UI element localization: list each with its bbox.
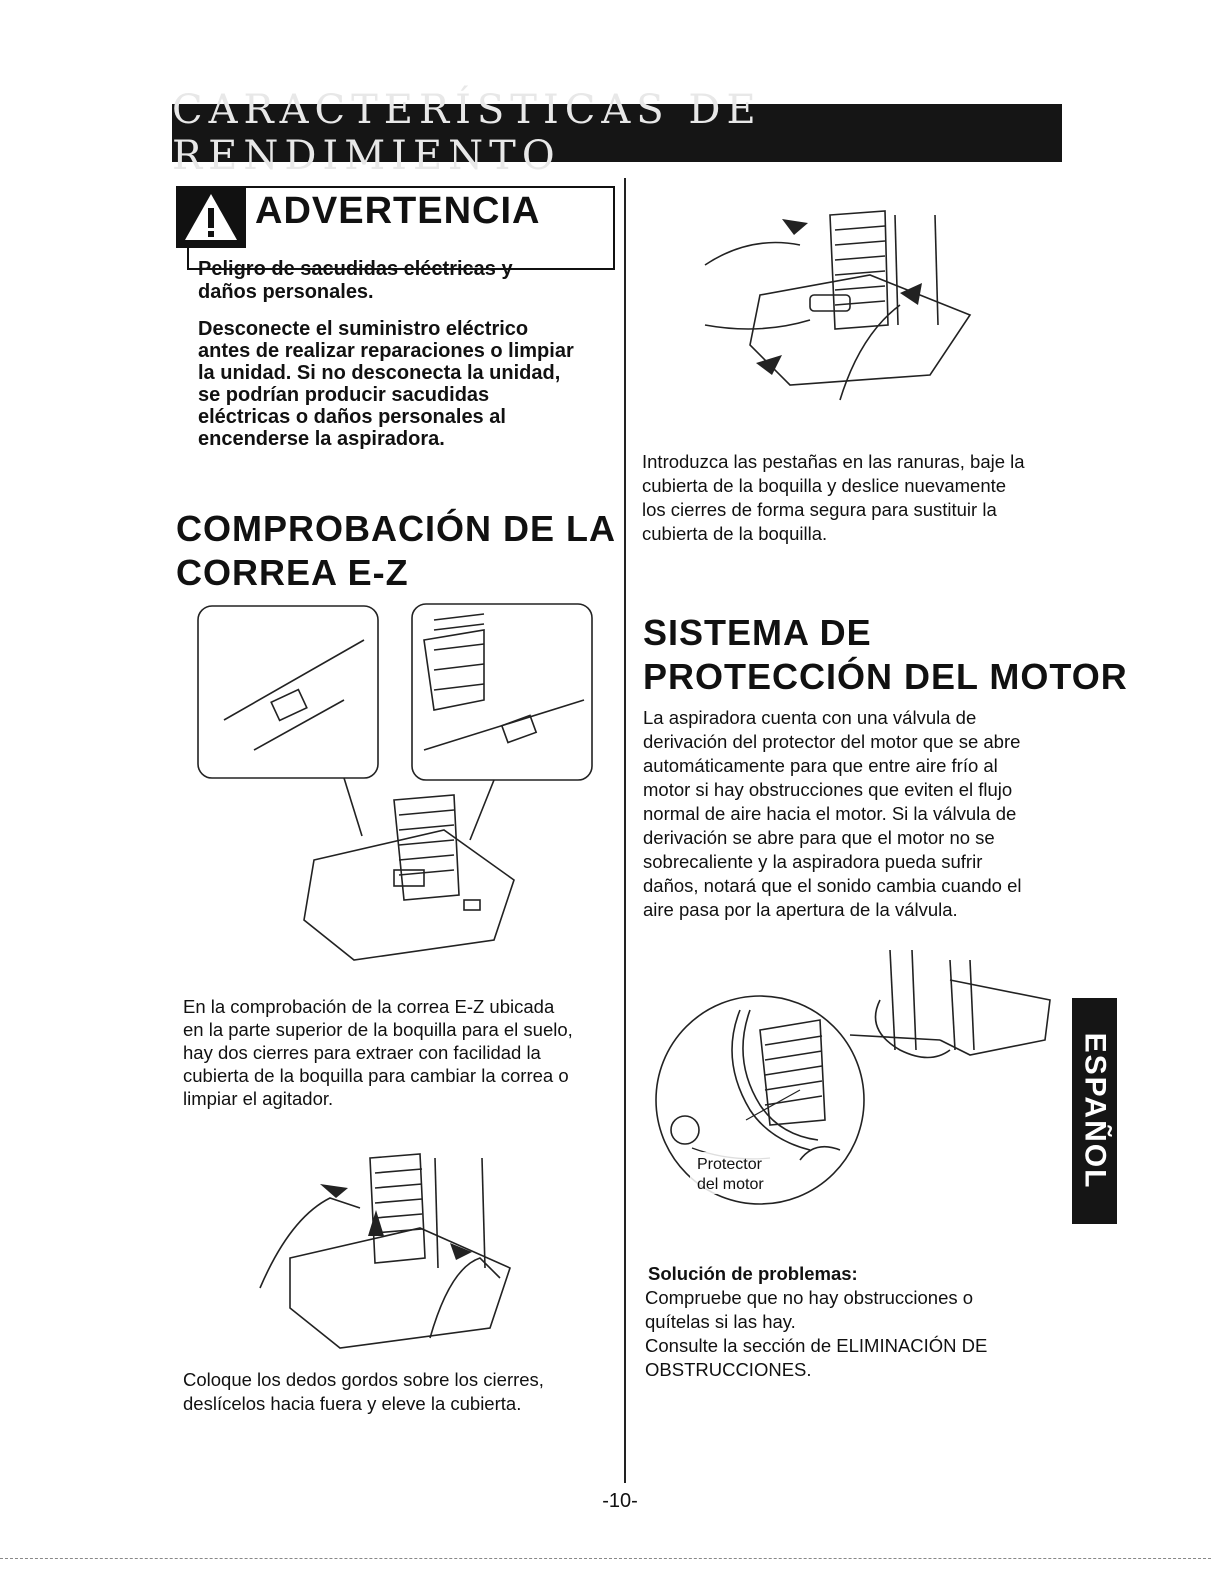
- warning-body-line: encenderse la aspiradora.: [198, 428, 445, 450]
- warning-title: ADVERTENCIA: [255, 190, 541, 232]
- language-tab: [1072, 998, 1117, 1224]
- motor-protection-paragraph-line: derivación del protector del motor que se abre: [643, 731, 1021, 752]
- motor-protection-paragraph-line: La aspiradora cuenta con una válvula de: [643, 707, 977, 728]
- troubleshoot-title: Solución de problemas:: [648, 1263, 858, 1284]
- motor-protection-paragraph-line: motor si hay obstrucciones que eviten el flujo: [643, 779, 1013, 800]
- thumbs-instruction-line: Coloque los dedos gordos sobre los cierres,: [183, 1369, 544, 1390]
- thumbs-instruction-line: deslícelos hacia fuera y eleve la cubierta.: [183, 1393, 522, 1414]
- thumbs-on-latches-illustration: [250, 1148, 530, 1358]
- belt-check-paragraph-line: hay dos cierres para extraer con facilidad la: [183, 1042, 541, 1063]
- column-divider: [624, 178, 626, 1483]
- motor-protection-paragraph-line: normal de aire hacia el motor. Si la válvula de: [643, 803, 1017, 824]
- belt-check-paragraph-line: En la comprobación de la correa E-Z ubicada: [183, 996, 555, 1017]
- motor-protector-callout-line-1: Protector: [697, 1156, 762, 1173]
- motor-protection-paragraph-line: sobrecaliente y la aspiradora pueda sufrir: [643, 851, 983, 872]
- troubleshoot-line: quítelas si las hay.: [645, 1311, 796, 1332]
- belt-check-paragraph-line: limpiar el agitador.: [183, 1088, 334, 1109]
- troubleshoot-line: Compruebe que no hay obstrucciones o: [645, 1287, 974, 1308]
- warning-triangle-icon: [176, 186, 246, 248]
- reinstall-paragraph-line: cubierta de la boquilla y deslice nuevamente: [642, 475, 1007, 496]
- motor-protection-paragraph-line: daños, notará que el sonido cambia cuando el: [643, 875, 1022, 896]
- troubleshoot-line: Consulte la sección de ELIMINACIÓN DE: [645, 1335, 988, 1356]
- motor-protection-heading-line-1: SISTEMA DE: [643, 612, 872, 653]
- reinstall-paragraph-line: los cierres de forma segura para sustituir la: [642, 499, 997, 520]
- troubleshoot-line: OBSTRUCCIONES.: [645, 1359, 812, 1380]
- warning-hazard-line-2: daños personales.: [198, 281, 374, 303]
- scan-bottom-rule: [0, 1558, 1211, 1559]
- motor-protection-heading-line-2: PROTECCIÓN DEL MOTOR: [643, 656, 1128, 697]
- warning-body-line: antes de realizar reparaciones o limpiar: [198, 340, 574, 362]
- language-tab-label: ESPAÑOL: [1078, 1032, 1112, 1190]
- section-title: CARACTERÍSTICAS DE RENDIMIENTO: [172, 87, 762, 179]
- belt-check-paragraph-line: cubierta de la boquilla para cambiar la correa o: [183, 1065, 569, 1086]
- warning-body-line: Desconecte el suministro eléctrico: [198, 318, 529, 340]
- warning-hazard-line-1: Peligro de sacudidas eléctricas y: [198, 258, 513, 280]
- reinstall-paragraph-line: cubierta de la boquilla.: [642, 523, 828, 544]
- belt-check-paragraph-line: en la parte superior de la boquilla para el suelo,: [183, 1019, 573, 1040]
- reinstall-paragraph-line: Introduzca las pestañas en las ranuras, baje la: [642, 451, 1025, 472]
- motor-protector-callout-line-2: del motor: [697, 1176, 764, 1193]
- belt-check-heading-line-1: COMPROBACIÓN DE LA: [176, 508, 616, 549]
- motor-protection-paragraph-line: aire pasa por la apertura de la válvula.: [643, 899, 958, 920]
- motor-protection-paragraph-line: automáticamente para que entre aire frío al: [643, 755, 998, 776]
- nozzle-latch-illustration: [194, 600, 604, 990]
- motor-protection-paragraph-line: derivación se abre para que el motor no se: [643, 827, 995, 848]
- warning-body-line: eléctricas o daños personales al: [198, 406, 506, 428]
- belt-check-heading-line-2: CORREA E-Z: [176, 552, 409, 593]
- cover-reinstall-illustration: [690, 205, 980, 415]
- warning-body-line: la unidad. Si no desconecta la unidad,: [198, 362, 561, 384]
- section-banner: [172, 87, 1062, 179]
- page-number: -10-: [602, 1490, 638, 1512]
- warning-body-line: se podrían producir sacudidas: [198, 384, 490, 406]
